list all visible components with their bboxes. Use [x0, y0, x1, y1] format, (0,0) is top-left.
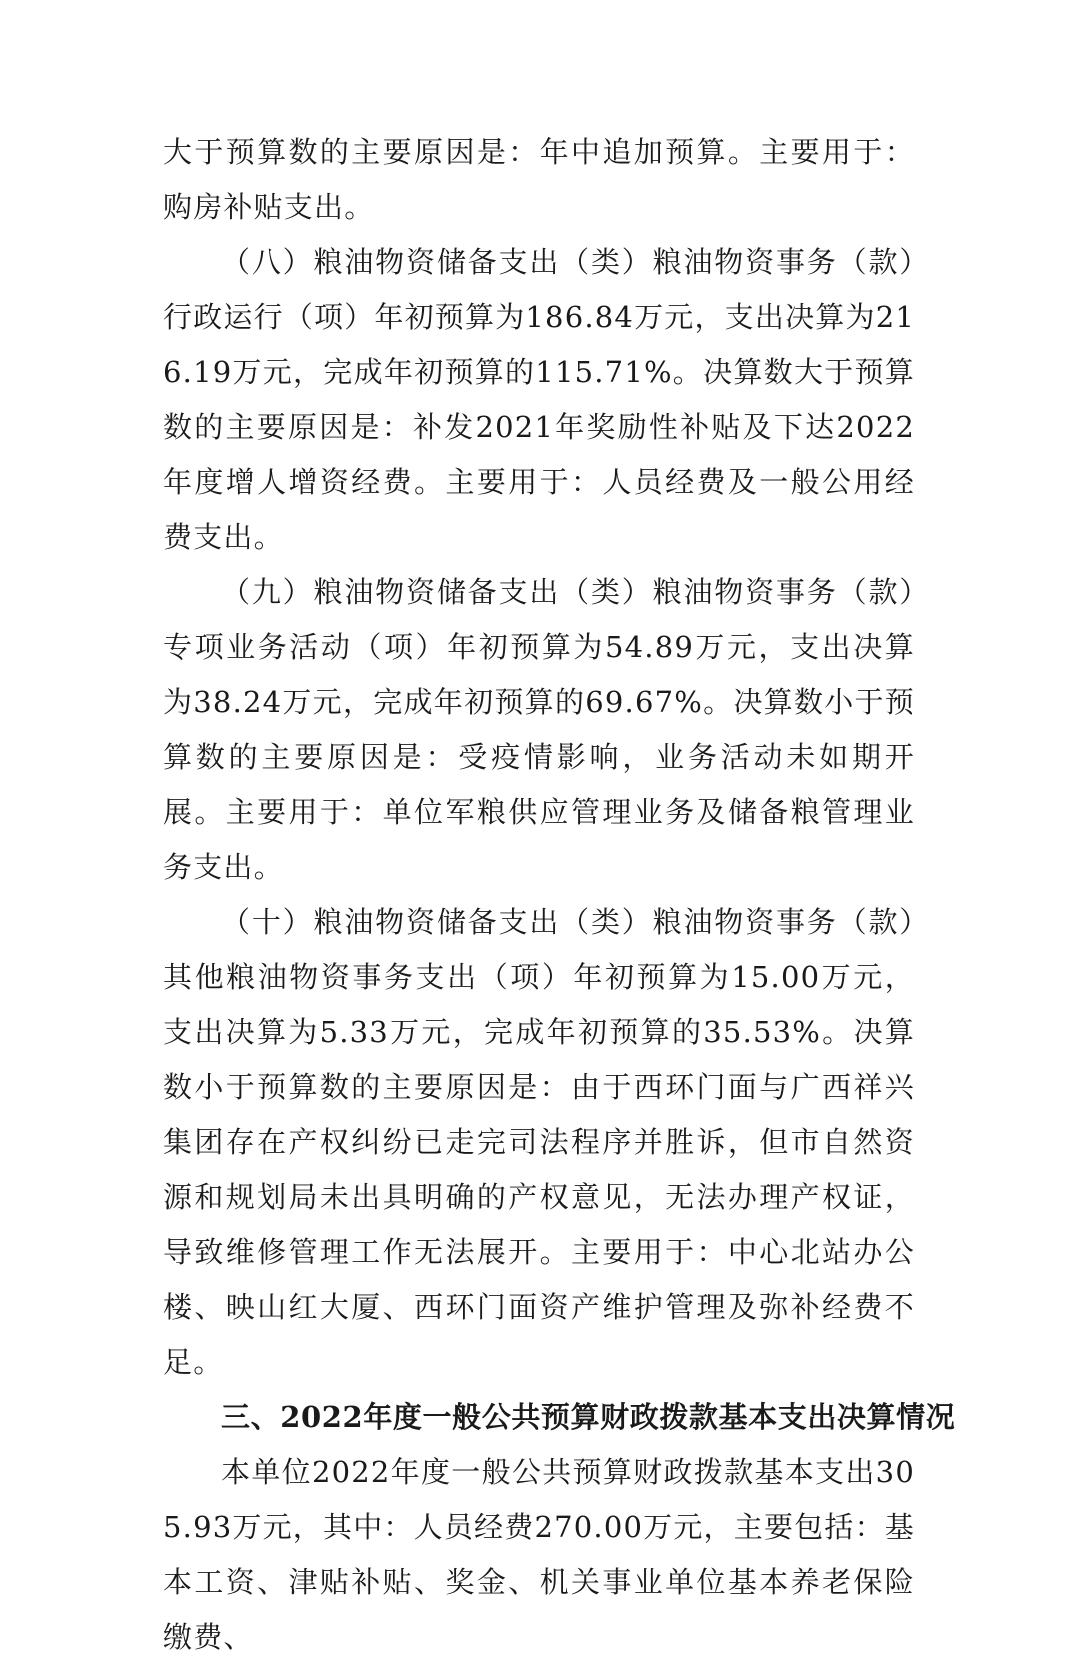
section-heading: 三、2022年度一般公共预算财政拨款基本支出决算情况	[221, 1400, 956, 1434]
paragraph-item-10: （十）粮油物资储备支出（类）粮油物资事务（款）其他粮油物资事务支出（项）年初预算为15.00万元，支出决算为5.33万元，完成年初预算的35.53%。决算数小于预算数的主要原因是：由于西环门面与广西祥兴集团存在产权纠纷已走完司法程序并胜诉，但市自然资源和规划局未出具明确的产权意见，无法办理产权证，导致维修管理工作无法展开。主要用于：中心北站办公楼、映山红大厦、西环门面资产维护管理及弥补经费不足。	[163, 905, 915, 1379]
document-body	[163, 125, 956, 1665]
paragraph-item-8: （八）粮油物资储备支出（类）粮油物资事务（款）行政运行（项）年初预算为186.84万元，支出决算为216.19万元，完成年初预算的115.71%。决算数大于预算数的主要原因是：补发2021年奖励性补贴及下达2022年度增人增资经费。主要用于：人员经费及一般公用经费支出。	[163, 245, 915, 554]
section-paragraph: 本单位2022年度一般公共预算财政拨款基本支出305.93万元，其中：人员经费270.00万元，主要包括：基本工资、津贴补贴、奖金、机关事业单位基本养老保险缴费、	[163, 1455, 915, 1654]
paragraph-item-9: （九）粮油物资储备支出（类）粮油物资事务（款）专项业务活动（项）年初预算为54.89万元，支出决算为38.24万元，完成年初预算的69.67%。决算数小于预算数的主要原因是：受疫情影响，业务活动未如期开展。主要用于：单位军粮供应管理业务及储备粮管理业务支出。	[163, 575, 915, 884]
paragraph-continuation: 大于预算数的主要原因是：年中追加预算。主要用于：购房补贴支出。	[163, 135, 915, 224]
